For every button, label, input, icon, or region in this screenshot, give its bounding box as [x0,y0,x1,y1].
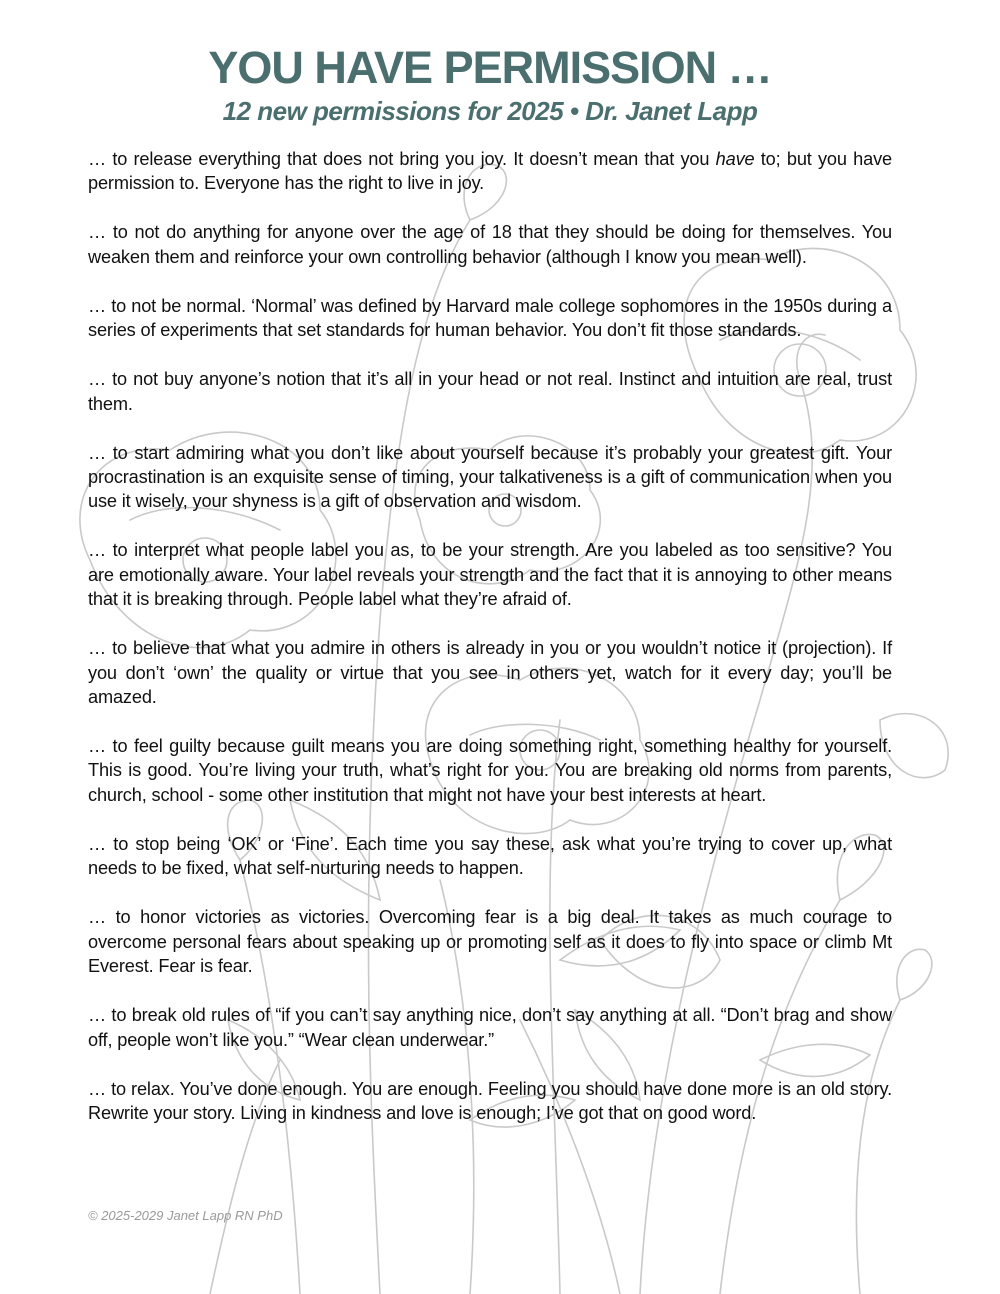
copyright-notice: © 2025-2029 Janet Lapp RN PhD [88,1208,283,1223]
permission-emphasis: have [715,149,755,169]
permission-paragraph: … to honor victories as victories. Overcoming fear is a big deal. It takes as much courage to overcome personal fears about speaking up or promoting self as it does to fly into space or climb Mt Everest. Fear is fear. [88,907,892,977]
permission-paragraph: … to start admiring what you don’t like about yourself because it’s probably your greatest gift. Your procrastination is an exquisite sense of timing, your talkativeness is a gift of communication when you use it wisely, your shyness is a gift of observation and wisdom. [88,442,892,512]
permission-paragraph [88,147,892,196]
permission-paragraph: … to not be normal. ‘Normal’ was defined by Harvard male college sophomores in the 1950s during a series of experiments that set standards for human behavior. You don’t fit those standards. [88,295,892,341]
permission-paragraph: … to feel guilty because guilt means you are doing something right, something healthy for yourself. This is good. You’re living your truth, what’s right for you. You are breaking old norms from parents, church, school - some other institution that might not have your best interests at heart. [88,736,892,805]
permission-paragraph: … to interpret what people label you as, to be your strength. Are you labeled as too sensitive? You are emotionally aware. Your label reveals your strength and the fact that it is annoying to other means that it is breaking through. People label what they’re afraid of. [88,540,892,610]
permission-paragraph: … to not do anything for anyone over the age of 18 that they should be doing for themselves. You weaken them and reinforce your own controlling behavior (although I know you mean well). [88,222,892,267]
permission-text-after: to; but you have permission to. Everyone has the right to live in joy. [88,149,892,194]
page-title: YOU HAVE PERMISSION … [208,42,772,93]
permission-paragraph: … to not buy anyone’s notion that it’s all in your head or not real. Instinct and intuition are real, trust them. [88,369,892,414]
permission-text-before: … to release everything that does not bring you joy. It doesn’t mean that you [88,149,716,169]
permission-paragraph: … to believe that what you admire in others is already in you or you wouldn’t notice it (projection). If you don’t ‘own’ the quality or virtue that you see in others yet, watch for it every day; you’ll be amazed. [88,638,892,708]
permission-paragraph: … to stop being ‘OK’ or ‘Fine’. Each time you say these, ask what you’re trying to cover up, what needs to be fixed, what self-nurturing needs to happen. [88,833,892,879]
permissions-list [88,147,892,1150]
permission-paragraph: … to relax. You’ve done enough. You are enough. Feeling you should have done more is an old story. Rewrite your story. Living in kindness and love is enough; I’ve got that on good word. [88,1078,892,1123]
page-subtitle: 12 new permissions for 2025 • Dr. Janet Lapp [222,96,758,126]
permission-paragraph: … to break old rules of “if you can’t say anything nice, don’t say anything at all. “Don’t brag and show off, people won’t like you.” “Wear clean underwear.” [88,1005,892,1050]
